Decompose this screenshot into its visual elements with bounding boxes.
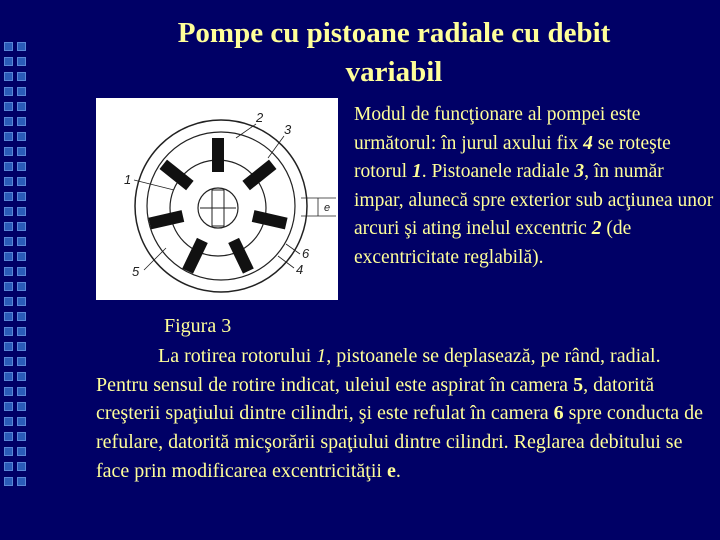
decorative-square [17,237,26,246]
decorative-square [17,297,26,306]
desc-ref-2: 2 [591,218,602,239]
decorative-square [17,327,26,336]
decorative-square [4,132,13,141]
body-text-4: spre conducta de refulare, datorită micşorării spaţiului dintre cilindri. Reglarea debitului se face prin modificarea excentricităţii [96,402,703,482]
leader-4 [278,256,294,268]
decorative-square [17,417,26,426]
desc-ref-1: 1 [411,161,422,182]
body-text-2: , pistoanele se deplasează, pe rând, radial. Pentru sensul de rotire indicat, uleiul este aspirat în camera [96,345,661,396]
desc-text-1: Modul de funcţionare al pompei este următorul: în jurul axului fix [354,104,641,154]
decorative-square [17,177,26,186]
decorative-square [4,417,13,426]
decorative-square [17,477,26,486]
decorative-square [17,342,26,351]
body-paragraph [96,342,708,486]
decorative-square [17,117,26,126]
piston [160,160,194,191]
decorative-square [4,147,13,156]
label-2: 2 [256,110,264,125]
decorative-square [17,267,26,276]
label-1: 1 [124,172,132,187]
decorative-square [17,162,26,171]
body-ref-1: 1 [316,345,327,367]
decorative-square [4,402,13,411]
desc-text-4: , în număr impar, alunecă spre exterior sub acţiunea unor arcuri şi ating inelul excentric [354,161,714,239]
decorative-square [4,72,13,81]
decorative-square [17,192,26,201]
decorative-square [4,237,13,246]
decorative-square [17,282,26,291]
decorative-square [4,432,13,441]
label-5: 5 [132,264,140,279]
decorative-square [17,132,26,141]
pump-diagram [96,98,338,300]
decorative-square [17,87,26,96]
decorative-square [4,57,13,66]
label-e: e [324,202,331,214]
title-line-1: Pompe cu pistoane radiale cu debit [177,17,611,49]
decorative-square [17,432,26,441]
decorative-square [4,267,13,276]
decorative-square [4,162,13,171]
decorative-square [4,342,13,351]
decorative-square [4,42,13,51]
decorative-square [4,372,13,381]
decorative-square [17,252,26,261]
decorative-squares-column [17,42,26,492]
decorative-squares-column [4,42,13,492]
decorative-square [4,102,13,111]
label-4: 4 [296,262,304,277]
body-text-5: . [395,459,401,482]
decorative-left-strip [0,0,84,540]
decorative-square [4,207,13,216]
decorative-square [17,387,26,396]
decorative-square [4,312,13,321]
desc-text-3: . Pistoanele radiale [421,161,575,182]
piston [148,210,184,229]
decorative-square [4,192,13,201]
decorative-square [17,147,26,156]
decorative-square [17,447,26,456]
decorative-square [4,87,13,96]
label-6: 6 [302,246,310,261]
desc-ref-4: 4 [583,132,593,154]
pump-diagram-svg [96,98,338,300]
decorative-square [4,282,13,291]
desc-text-5: (de excentricitate reglabilă). [354,218,632,268]
decorative-square [4,177,13,186]
piston [242,160,276,191]
title-line-2: variabil [345,56,443,88]
decorative-square [4,117,13,126]
body-ref-6: 6 [553,402,564,425]
decorative-square [4,357,13,366]
figure-caption: Figura 3 [164,315,232,337]
decorative-square [17,312,26,321]
leader-1 [134,180,174,190]
decorative-square [17,372,26,381]
decorative-square [17,222,26,231]
description-paragraph [354,101,714,272]
decorative-square [4,477,13,486]
decorative-square [17,357,26,366]
decorative-square [17,72,26,81]
label-3: 3 [284,122,292,137]
piston [212,138,224,172]
body-text-1: La rotirea rotorului [158,345,317,367]
slide-content [84,0,720,540]
decorative-square [17,42,26,51]
desc-ref-3: 3 [574,161,585,182]
desc-text-2: se roteşte rotorul [354,132,671,182]
body-text-3: , datorită creşterii spaţiului dintre cilindri, şi este refulat în camera [96,373,655,425]
decorative-square [17,462,26,471]
decorative-square [4,327,13,336]
piston [252,210,288,229]
decorative-square [4,447,13,456]
decorative-square [17,102,26,111]
slide-title [84,14,704,92]
decorative-square [4,462,13,471]
decorative-square [4,297,13,306]
decorative-square [17,207,26,216]
decorative-square [17,402,26,411]
body-ref-5: 5 [573,373,584,396]
decorative-square [4,252,13,261]
decorative-square [4,387,13,396]
body-ref-e: e [386,459,396,482]
decorative-square [4,222,13,231]
decorative-square [17,57,26,66]
